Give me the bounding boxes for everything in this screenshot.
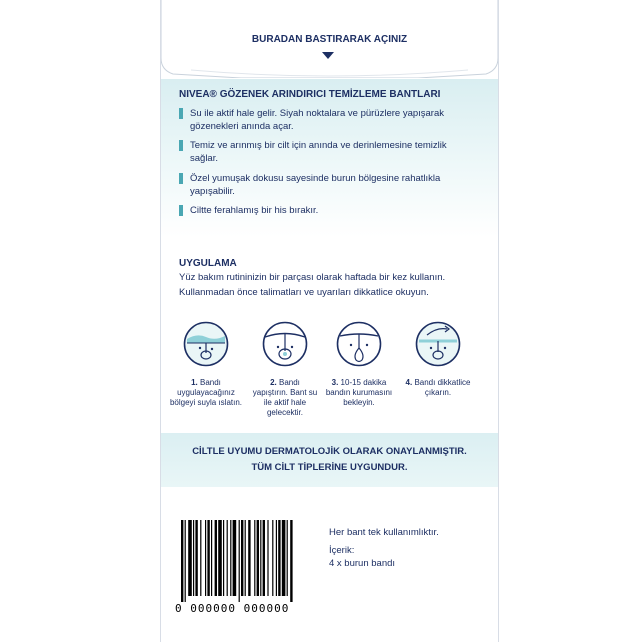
barcode-number: 0 000000 000000: [175, 602, 290, 615]
barcode-bar: [263, 520, 265, 596]
barcode-bar: [233, 520, 237, 596]
banner-line-1: CİLTLE UYUMU DERMATOLOJİK OLARAK ONAYLANMIŞTIR.: [192, 446, 467, 457]
barcode-bar: [230, 520, 231, 596]
barcode-bar: [276, 520, 277, 596]
barcode-bar: [207, 520, 209, 596]
bullet-bar-icon: [179, 108, 183, 119]
open-flap[interactable]: [161, 0, 498, 78]
barcode-bar: [193, 520, 194, 596]
product-title: NIVEA® GÖZENEK ARINDIRICI TEMİZLEME BANTLARI: [179, 89, 441, 100]
bullet-bar-icon: [179, 173, 183, 184]
feature-item: Temiz ve arınmış bir cilt için anında ve derinlemesine temizlik sağlar.: [179, 139, 479, 165]
barcode-bar: [181, 520, 183, 602]
strip-on-skin-icon: [262, 321, 308, 367]
barcode-bar: [257, 520, 259, 596]
barcode-bar: [267, 520, 268, 596]
barcode-bar: [223, 520, 224, 596]
barcode-bar: [248, 520, 250, 596]
step-3-text: 3. 10-15 dakika bandın kurumasını bekleyin.: [325, 378, 393, 407]
bullet-bar-icon: [179, 205, 183, 216]
barcode-bar: [227, 520, 228, 596]
step-2-text: 2. Bandı yapıştırın. Bant su ile aktif hale gelecektir.: [252, 378, 318, 417]
barcode-bar: [290, 520, 292, 602]
water-drops-skin-icon: [183, 321, 229, 367]
barcode-bar: [254, 520, 255, 596]
barcode-bar: [211, 520, 212, 596]
barcode-bar: [241, 520, 243, 596]
barcode: [179, 520, 324, 602]
banner-line-2: TÜM CİLT TİPLERİNE UYGUNDUR.: [251, 462, 408, 473]
barcode-bar: [245, 520, 246, 596]
barcode-bar: [215, 520, 217, 596]
barcode-bar: [287, 520, 288, 596]
open-here-label: BURADAN BASTIRARAK AÇINIZ: [251, 34, 408, 45]
step-1-text: 1. Bandı uygulayacağınız bölgeyi suyla ıslatın.: [169, 378, 243, 407]
barcode-bar: [239, 520, 240, 602]
contents-label: İçerik:: [329, 545, 355, 556]
single-use-note: Her bant tek kullanımlıktır.: [329, 527, 439, 538]
feature-item: Özel yumuşak dokusu sayesinde burun bölgesine rahatlıkla yapışabilir.: [179, 172, 479, 198]
barcode-bar: [282, 520, 286, 596]
barcode-bar: [218, 520, 222, 596]
bullet-bar-icon: [179, 140, 183, 151]
barcode-bar: [200, 520, 201, 596]
features-panel: [161, 79, 498, 237]
contents-value: 4 x burun bandı: [329, 558, 396, 569]
barcode-bar: [188, 520, 192, 596]
barcode-bar: [185, 520, 186, 602]
arrow-down-icon: [322, 52, 334, 59]
usage-title: UYGULAMA: [179, 258, 237, 269]
feature-item: Ciltte ferahlamış bir his bırakır.: [179, 204, 479, 217]
dermatology-banner: [161, 433, 498, 487]
step-4-text: 4. Bandı dikkatlice çıkarın.: [405, 378, 471, 397]
feature-item: Su ile aktif hale gelir. Siyah noktalara ve pürüzlere yapışarak gözenekleri anında açar.: [179, 107, 479, 133]
usage-description: Yüz bakım rutininizin bir parçası olarak haftada bir kez kullanın. Kullanmadan önce talimatları ve uyarıları dikkatlice okuyun.: [179, 272, 446, 298]
barcode-bar: [278, 520, 280, 596]
barcode-bar: [205, 520, 206, 596]
drying-strip-icon: [336, 321, 382, 367]
package-panel: [160, 0, 499, 642]
barcode-bar: [272, 520, 273, 596]
barcode-bar: [195, 520, 197, 596]
peel-strip-icon: [415, 321, 461, 367]
barcode-bar: [260, 520, 261, 596]
